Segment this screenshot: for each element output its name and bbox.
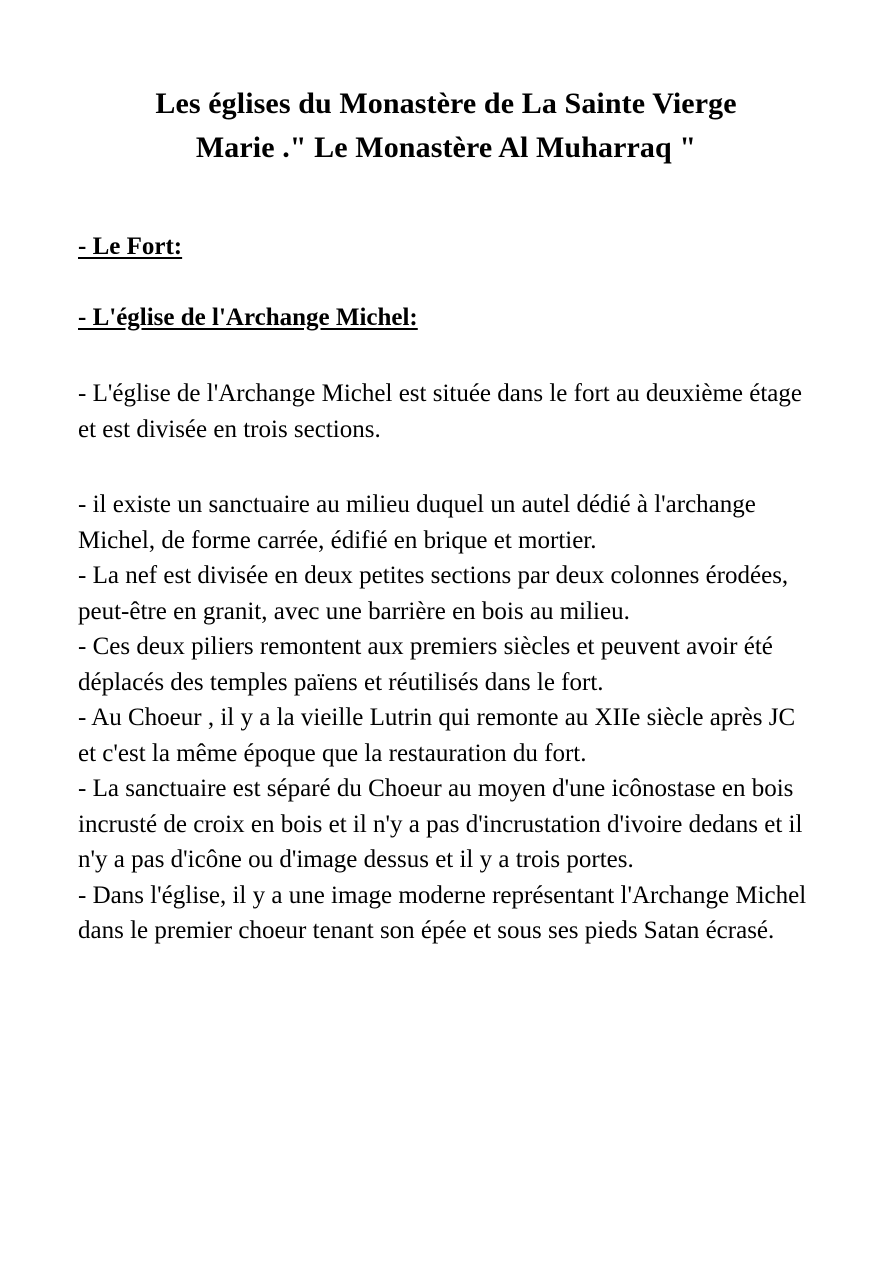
paragraph-6: - La sanctuaire est séparé du Choeur au moyen d'une icônostase en bois incrusté de croix en bois et il n'y a pas d'incrustation d'ivoire dedans et il n'y a pas d'icône ou d'image dessus et il y a trois portes. [78, 775, 803, 873]
paragraph-group-details [78, 487, 814, 949]
section-heading-church: - L'église de l'Archange Michel: [78, 303, 418, 331]
page-title [78, 82, 814, 169]
section-heading-fort: - Le Fort: [78, 233, 183, 260]
paragraph-7: - Dans l'église, il y a une image moderne représentant l'Archange Michel dans le premier choeur tenant son épée et sous ses pieds Satan écrasé. [78, 881, 807, 944]
paragraph-3: - La nef est divisée en deux petites sections par deux colonnes érodées, peut-être en granit, avec une barrière en bois au milieu. [78, 562, 789, 625]
title-body-spacer [78, 169, 814, 231]
paragraph-group-intro [78, 376, 814, 447]
title-line-1: Les églises du Monastère de La Sainte Vierge [155, 87, 737, 120]
paragraph-4: - Ces deux piliers remontent aux premiers siècles et peuvent avoir été déplacés des temples païens et réutilisés dans le fort. [78, 633, 773, 696]
paragraph-1: - L'église de l'Archange Michel est située dans le fort au deuxième étage et est divisée en trois sections. [78, 380, 802, 443]
paragraph-5: - Au Choeur , il y a la vieille Lutrin qui remonte au XIIe siècle après JC et c'est la même époque que la restauration du fort. [78, 704, 796, 767]
title-line-2: Marie ." Le Monastère Al Muharraq " [195, 130, 697, 164]
paragraph-2: - il existe un sanctuaire au milieu duquel un autel dédié à l'archange Michel, de forme carrée, édifié en brique et mortier. [78, 491, 756, 554]
